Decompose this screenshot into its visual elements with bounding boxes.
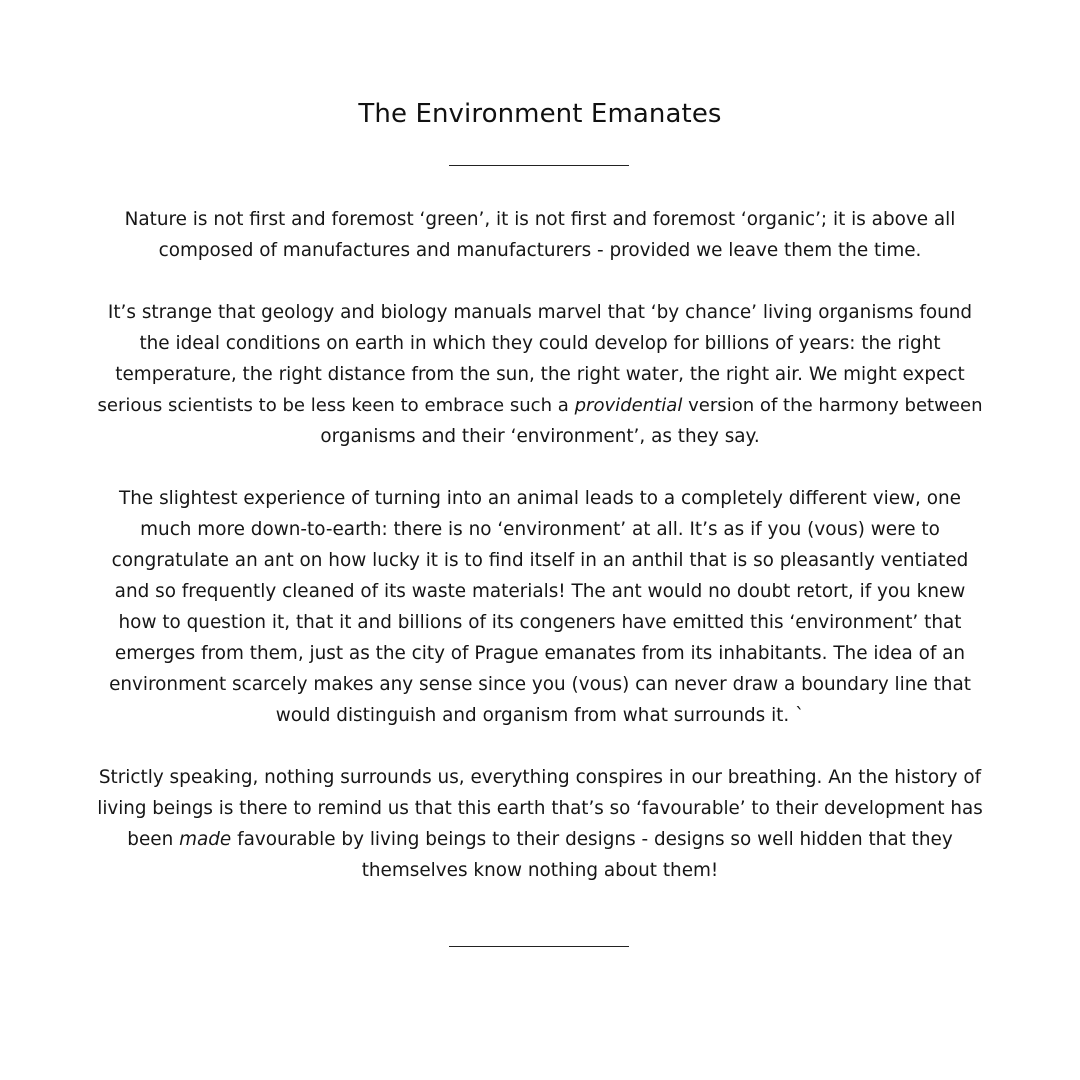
- paragraph-2: [95, 297, 985, 452]
- text-segment: favourable by living beings to their designs - designs so well hidden that they: [231, 829, 953, 850]
- text-line: emerges from them, just as the city of Prague emanates from its inhabitants. The idea of an: [114, 643, 966, 664]
- body-text: [95, 204, 985, 886]
- text-segment: been: [127, 829, 180, 850]
- text-line: composed of manufactures and manufacturers - provided we leave them the time.: [158, 240, 922, 261]
- paragraph-1: [95, 204, 985, 266]
- paragraph-3: [95, 483, 985, 731]
- bottom-divider: [449, 946, 629, 947]
- text-line-with-italic: [95, 824, 985, 855]
- text-line: The slightest experience of turning into an animal leads to a completely different view, one: [119, 488, 961, 509]
- text-line: and so frequently cleaned of its waste materials! The ant would no doubt retort, if you knew: [114, 581, 966, 602]
- text-segment: version of the harmony between: [682, 395, 983, 416]
- text-segment: serious scientists to be less keen to embrace such a: [97, 395, 575, 416]
- top-divider: [449, 165, 629, 166]
- text-line: much more down-to-earth: there is no ‘environment’ at all. It’s as if you (vous) were to: [140, 519, 940, 540]
- text-line: environment scarcely makes any sense since you (vous) can never draw a boundary line that: [109, 674, 971, 695]
- page-title: The Environment Emanates: [358, 99, 722, 129]
- text-line: organisms and their ‘environment’, as they say.: [320, 426, 760, 447]
- text-line: congratulate an ant on how lucky it is to find itself in an anthil that is so pleasantly ventiated: [111, 550, 969, 571]
- text-line: Strictly speaking, nothing surrounds us, everything conspires in our breathing. An the history of: [98, 767, 982, 788]
- text-line: themselves know nothing about them!: [361, 860, 719, 881]
- text-line: how to question it, that it and billions of its congeners have emitted this ‘environment’ that: [118, 612, 962, 633]
- paragraph-4: [95, 762, 985, 886]
- text-line: the ideal conditions on earth in which they could develop for billions of years: the right: [139, 333, 941, 354]
- italic-word-made: made: [179, 829, 232, 850]
- text-line: Nature is not first and foremost ‘green’, it is not first and foremost ‘organic’; it is above all: [124, 209, 956, 230]
- text-line: would distinguish and organism from what surrounds it. `: [275, 705, 805, 726]
- italic-word-providential: providential: [574, 395, 683, 416]
- text-line: temperature, the right distance from the sun, the right water, the right air. We might expect: [115, 364, 965, 385]
- text-line: It’s strange that geology and biology manuals marvel that ‘by chance’ living organisms found: [107, 302, 973, 323]
- text-line-with-italic: [95, 390, 985, 421]
- text-line: living beings is there to remind us that this earth that’s so ‘favourable’ to their development has: [97, 798, 983, 819]
